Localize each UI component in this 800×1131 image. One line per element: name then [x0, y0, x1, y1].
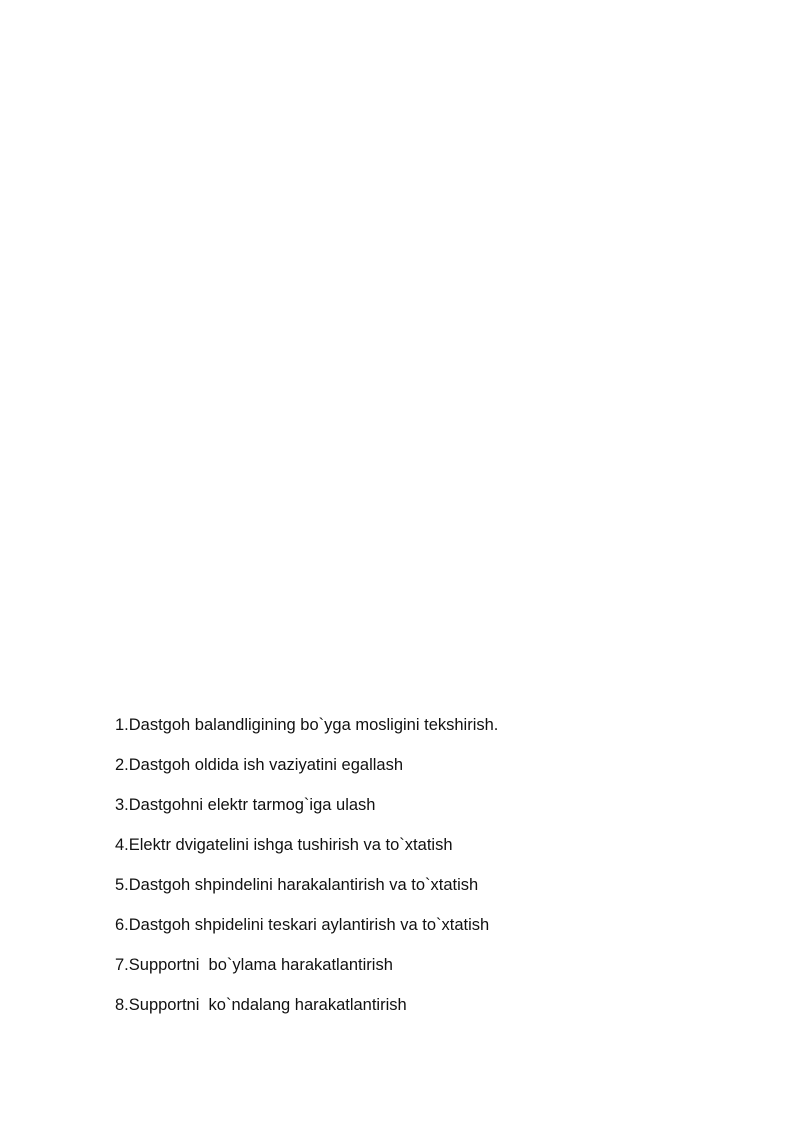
- list-item: 3.Dastgohni elektr tarmog`iga ulash: [115, 796, 376, 814]
- list-item: 4.Elektr dvigatelini ishga tushirish va to`xtatish: [115, 836, 453, 854]
- steps-list: [115, 712, 498, 1032]
- list-item: 8.Supportni ko`ndalang harakatlantirish: [115, 996, 407, 1014]
- list-item: 5.Dastgoh shpindelini harakalantirish va to`xtatish: [115, 876, 479, 894]
- list-item: 6.Dastgoh shpidelini teskari aylantirish va to`xtatish: [115, 916, 490, 934]
- list-item: 2.Dastgoh oldida ish vaziyatini egallash: [115, 756, 404, 774]
- list-item: 1.Dastgoh balandligining bo`yga mosligini tekshirish.: [115, 716, 499, 734]
- list-item: 7.Supportni bo`ylama harakatlantirish: [115, 956, 393, 974]
